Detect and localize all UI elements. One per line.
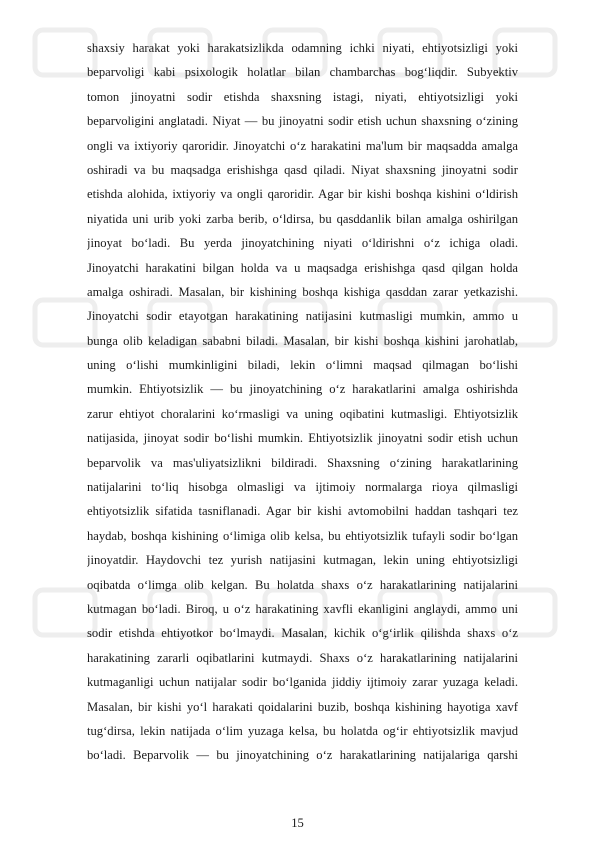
text-line: oshiradi va bu maqsadga erishishga qasd qiladi. Niyat shaxsning jinoyatni sodir — [87, 162, 518, 177]
text-line: shaxsiy harakat yoki harakatsizlikda odamning ichki niyati, ehtiyotsizligi yoki — [87, 41, 518, 55]
text-line: haydab, boshqa kishining o‘limiga olib kelsa, bu ehtiyotsizlik tufayli sodir bo‘lgan — [87, 528, 518, 543]
text-line: bo‘ladi. Beparvolik — bu jinoyatchining o‘z harakatlarining natijalariga qarshi — [87, 748, 518, 763]
text-line: sodir etishda ehtiyotkor bo‘lmaydi. Masalan, kichik o‘g‘irlik qilishda shaxs o‘z — [87, 626, 518, 641]
text-line: natijalarini to‘liq hisobga olmasligi va ijtimoiy normalarga rioya qilmasligi — [87, 480, 518, 495]
text-line: mumkin. Ehtiyotsizlik — bu jinoyatchining o‘z harakatlarini amalga oshirishda — [87, 382, 518, 397]
text-line: Masalan, bir kishi yo‘l harakati qoidalarini buzib, boshqa kishining hayotiga xavf — [87, 699, 518, 714]
page-number: 15 — [291, 816, 304, 830]
text-line: ehtiyotsizlik sifatida tasniflanadi. Agar bir kishi avtomobilni haddan tashqari tez — [87, 504, 518, 519]
text-line: oqibatda o‘limga olib kelgan. Bu holatda shaxs o‘z harakatlarining natijalarini — [87, 577, 518, 592]
text-line: tug‘dirsa, lekin natijada o‘lim yuzaga kelsa, bu holatda og‘ir ehtiyotsizlik mavjud — [87, 723, 518, 738]
text-line: beparvoligi kabi psixologik holatlar bilan chambarchas bog‘liqdir. Subyektiv — [87, 65, 518, 80]
document-body — [87, 36, 518, 768]
text-line: kutmaganligi uchun natijalar sodir bo‘lganida jiddiy ijtimoiy zarar yuzaga keladi. — [87, 675, 518, 690]
text-line: etishda alohida, ixtiyoriy va ongli qaroridir. Agar bir kishi boshqa kishini o‘ldirish — [87, 187, 518, 202]
text-line: ongli va ixtiyoriy qaroridir. Jinoyatchi o‘z harakatini ma'lum bir maqsadda amalga — [87, 138, 518, 153]
text-line: kutmagan bo‘ladi. Biroq, u o‘z harakatining xavfli ekanligini anglaydi, ammo uni — [87, 601, 518, 616]
text-line: jinoyat bo‘ladi. Bu yerda jinoyatchining niyati o‘ldirishni o‘z ichiga oladi. — [87, 236, 518, 251]
text-line: beparvolik va mas'uliyatsizlikni bildiradi. Shaxsning o‘zining harakatlarining — [87, 455, 518, 470]
text-line: amalga oshiradi. Masalan, bir kishining boshqa kishiga qasddan zarar yetkazishi. — [87, 284, 518, 299]
text-line: jinoyatdir. Haydovchi tez yurish natijasini kutmagan, lekin uning ehtiyotsizligi — [87, 553, 518, 568]
text-line: harakatining zararli oqibatlarini kutmaydi. Shaxs o‘z harakatlarining natijalarini — [87, 650, 518, 665]
text-line: beparvoligini anglatadi. Niyat — bu jinoyatni sodir etish uchun shaxsning o‘zining — [87, 114, 518, 129]
text-line: Jinoyatchi harakatini bilgan holda va u maqsadga erishishga qasd qilgan holda — [87, 260, 518, 275]
text-line: uning o‘lishi mumkinligini biladi, lekin o‘limni maqsad qilmagan bo‘lishi — [87, 358, 518, 373]
text-line: zarur ehtiyot choralarini ko‘rmasligi va uning oqibatini kutmasligi. Ehtiyotsizlik — [87, 406, 518, 421]
text-line: bunga olib keladigan sababni biladi. Masalan, bir kishi boshqa kishini jarohatlab, — [87, 333, 518, 348]
text-line: tomon jinoyatni sodir etishda shaxsning istagi, niyati, ehtiyotsizligi yoki — [87, 89, 518, 104]
text-line: Jinoyatchi sodir etayotgan harakatining natijasini kutmasligi mumkin, ammo u — [87, 309, 518, 324]
text-line: niyatida uni urib yoki zarba berib, o‘ldirsa, bu qasddanlik bilan amalga oshirilgan — [87, 211, 518, 226]
text-line: natijasida, jinoyat sodir bo‘lishi mumkin. Ehtiyotsizlik jinoyatni sodir etish uchun — [87, 431, 518, 446]
